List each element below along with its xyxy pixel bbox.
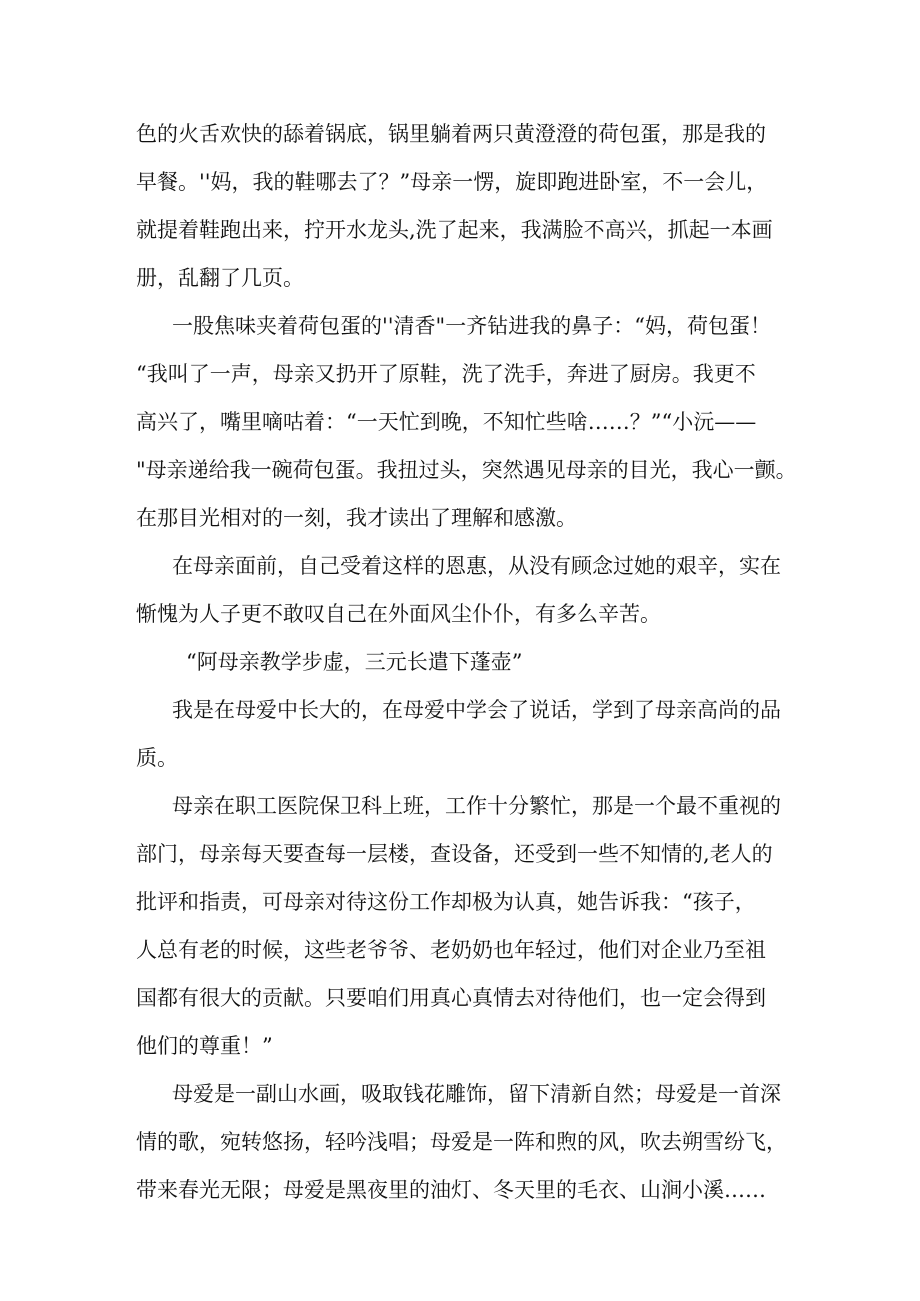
text-line: 母爱是一副山水画，吸取钱花雕饰，留下清新自然；母爱是一首深	[172, 1082, 781, 1106]
text-line: 色的火舌欢快的舔着锅底，锅里躺着两只黄澄澄的荷包蛋，那是我的	[136, 122, 766, 146]
text-line: 在那目光相对的一刻，我才读出了理解和感激。	[136, 506, 577, 530]
text-line: 母亲在职工医院保卫科上班，工作十分繁忙，那是一个最不重视的	[172, 794, 781, 818]
text-line: 一股焦味夹着荷包蛋的''清香"一齐钻进我的鼻子：“妈，荷包蛋！	[172, 314, 771, 338]
text-line: 他们的尊重！”	[136, 1034, 273, 1058]
text-line: 人总有老的时候，这些老爷爷、老奶奶也年轻过，他们对企业乃至祖	[136, 938, 766, 962]
text-line: 在母亲面前，自己受着这样的恩惠，从没有顾念过她的艰辛，实在	[172, 554, 781, 578]
text-line: 惭愧为人子更不敢叹自己在外面风尘仆仆，有多么辛苦。	[136, 602, 661, 626]
text-line: 部门，母亲每天要查每一层楼，查设备，还受到一些不知情的,老人的	[136, 842, 773, 866]
text-line: 批评和指责，可母亲对待这份工作却极为认真，她告诉我：“孩子，	[136, 890, 756, 914]
text-line: "母亲递给我一碗荷包蛋。我扭过头，突然遇见母亲的目光，我心一颤。	[136, 458, 797, 482]
quote-line: “阿母亲教学步虚，三元长遣下蓬壶”	[186, 650, 523, 674]
text-line: 带来春光无限；母爱是黑夜里的油灯、冬天里的毛衣、山涧小溪……	[136, 1178, 766, 1202]
text-line: 情的歌，宛转悠扬，轻吟浅唱；母爱是一阵和煦的风，吹去朔雪纷飞，	[136, 1130, 787, 1154]
text-line: “我叫了一声，母亲又扔开了原鞋，洗了洗手，奔进了厨房。我更不	[136, 362, 756, 386]
text-line: 就提着鞋跑出来，拧开水龙头,洗了起来，我满脸不高兴，抓起一本画	[136, 218, 773, 242]
text-line: 国都有很大的贡献。只要咱们用真心真情去对待他们，也一定会得到	[136, 986, 766, 1010]
text-line: 质。	[136, 746, 178, 770]
text-line: 高兴了，嘴里嘀咕着：“一天忙到晚，不知忙些啥……？”“小沅——	[136, 410, 757, 434]
text-line: 早餐。''妈，我的鞋哪去了？”母亲一愣，旋即跑进卧室，不一会儿，	[136, 170, 768, 194]
text-line: 册，乱翻了几页。	[136, 266, 304, 290]
text-line: 我是在母爱中长大的，在母爱中学会了说话，学到了母亲高尚的品	[172, 698, 781, 722]
